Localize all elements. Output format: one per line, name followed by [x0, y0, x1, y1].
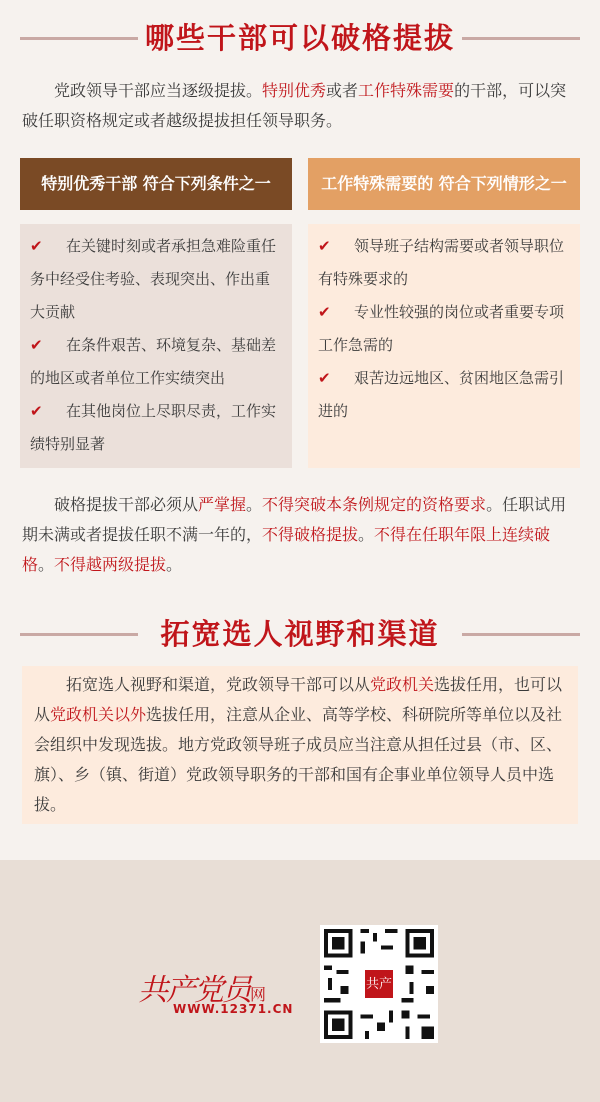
body-text: 破格提拔干部必须从 — [54, 495, 199, 514]
highlight-text: 不得在任职年限上连续破格 — [22, 525, 551, 574]
body-text: 选拔任用，也可以从 — [34, 675, 563, 724]
body-text: 。 — [246, 495, 263, 514]
criteria-text: 领导班子结构需要或者领导职位有特殊要求的 — [318, 237, 565, 288]
highlight-text: 党政机关 — [370, 675, 435, 694]
checkmark-icon: ✔ — [30, 237, 43, 255]
criteria-text: 专业性较强的岗位或者重要专项工作急需的 — [318, 303, 565, 354]
right-criteria-item — [318, 362, 570, 428]
section1-rules — [22, 490, 578, 580]
logo-suffix: 网 — [250, 985, 265, 1004]
logo-text: 共产党员 — [138, 973, 250, 1008]
body-text: 选拔任用，注意从企业、高等学校、科研院所等单位以及社会组织中发现选拔。 — [34, 705, 563, 754]
highlight-text: 不得越两级提拔 — [54, 555, 167, 574]
left-criteria-header: 特别优秀干部 符合下列条件之一 — [20, 158, 292, 210]
body-text: 地方党政领导班子成员应当注意从担任过县（市、区、旗）、乡（镇、街道）党政领导职务的干部和国有企事业单位领导人员中选拔。 — [34, 735, 563, 814]
section2-title-row — [0, 614, 600, 654]
checkmark-icon: ✔ — [30, 402, 43, 420]
left-criteria-item — [30, 329, 282, 395]
criteria-text: 在关键时刻或者承担急难险重任务中经受住考验、表现突出、作出重大贡献 — [30, 237, 277, 321]
section1-title-row — [0, 18, 600, 58]
highlight-text: 不得突破本条例规定的资格要求 — [262, 495, 487, 514]
checkmark-icon: ✔ — [318, 369, 331, 387]
criteria-text: 艰苦边远地区、贫困地区急需引进的 — [318, 369, 565, 420]
footer — [0, 860, 600, 1102]
left-criteria-item — [30, 395, 282, 461]
section2-body — [34, 670, 566, 820]
body-text: 。 — [38, 555, 55, 574]
checkmark-icon: ✔ — [318, 303, 331, 321]
checkmark-icon: ✔ — [30, 336, 43, 354]
left-criteria-item — [30, 230, 282, 329]
section2-title: 拓宽选人视野和渠道 — [160, 617, 440, 651]
highlight-text: 严掌握 — [198, 495, 247, 514]
section1-title: 哪些干部可以破格提拔 — [144, 21, 455, 55]
highlight-text: 特别优秀 — [262, 81, 327, 100]
site-url[interactable]: WWW.12371.CN — [173, 1002, 294, 1016]
body-text: 。 — [358, 525, 375, 544]
highlight-text: 不得破格提拔 — [262, 525, 359, 544]
criteria-text: 在条件艰苦、环境复杂、基础差的地区或者单位工作实绩突出 — [30, 336, 277, 387]
right-criteria-list — [308, 224, 580, 468]
body-text: 的干部，可以突破任职资格规定或者越级提拔担任领导职务。 — [22, 81, 567, 130]
highlight-text: 党政机关以外 — [50, 705, 147, 724]
checkmark-icon: ✔ — [318, 237, 331, 255]
criteria-text: 在其他岗位上尽职尽责，工作实绩特别显著 — [30, 402, 277, 453]
left-criteria-list — [20, 224, 292, 468]
section1-intro — [22, 76, 578, 136]
body-text: 党政领导干部应当逐级提拔。 — [54, 81, 263, 100]
body-text: 或者 — [326, 81, 359, 100]
body-text: 。 — [166, 555, 183, 574]
highlight-text: 工作特殊需要 — [358, 81, 455, 100]
body-text: 拓宽选人视野和渠道，党政领导干部可以从 — [66, 675, 371, 694]
right-criteria-item — [318, 230, 570, 296]
qr-logo-icon: 共产 — [365, 977, 393, 993]
qr-code-icon — [320, 925, 438, 1043]
body-text: 。任职试用期未满或者提拔任职不满一年的， — [22, 495, 567, 544]
right-criteria-header: 工作特殊需要的 符合下列情形之一 — [308, 158, 580, 210]
right-criteria-item — [318, 296, 570, 362]
